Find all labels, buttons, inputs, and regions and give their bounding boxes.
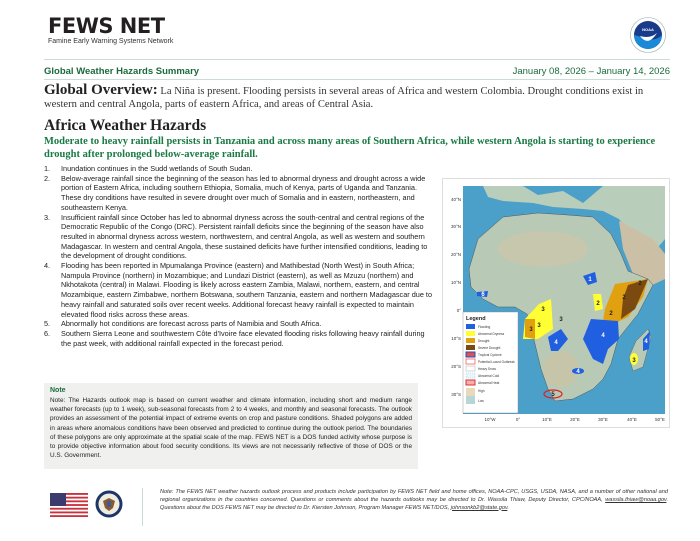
svg-text:2: 2: [596, 301, 600, 307]
logo-title: FEWS NET: [48, 14, 165, 38]
svg-text:3: 3: [537, 323, 541, 329]
note-text: Note: The Hazards outlook map is based on current weather and climate information, including short and medium range weather forecasts (up to 1 week), sub-seasonal forecasts from 2 to 4 weeks, and monthly and seasonal forecasts. The outlook provides an assessment of the potential impact of extreme events on crop and pasture conditions. Shaded polygons are added in areas where anomalous conditions have been observed and predicted to continue during the outlook period. The boundaries of these polygons are only approximate at the spatial scale of the map. FEWS NET is a DOS funded activity whose purpose is to provide objective information about food security conditions. Its views are not necessarily reflective of those of DOS or the U.S. Government.: [50, 397, 412, 460]
date-range: January 08, 2026 – January 14, 2026: [512, 66, 670, 77]
logo-subtitle: Famine Early Warning Systems Network: [48, 38, 174, 45]
hazard-item: 1. Inundation continues in the Sudd wetlands of South Sudan.: [44, 164, 253, 173]
svg-text:10°E: 10°E: [542, 417, 552, 422]
svg-text:2: 2: [638, 281, 642, 287]
africa-heading: Africa Weather Hazards: [44, 117, 207, 134]
section-title: Global Weather Hazards Summary: [44, 66, 200, 77]
svg-text:3: 3: [529, 327, 533, 333]
svg-text:6: 6: [481, 292, 485, 298]
svg-text:0°: 0°: [456, 308, 461, 313]
email-link-thiaw[interactable]: wassila.thiaw@noaa.gov: [605, 496, 667, 503]
svg-text:50°E: 50°E: [655, 417, 665, 422]
footer-note: Note: The FEWS NET weather hazards outlook process and products include participation by FEWS NET field and home offices, NOAA-CPC, USGS, USDA, NASA, and a number of other national and regional organizations in the countries concerned. Questions or comments about the hazards outlooks may be directed to Dr. Wassila Thiaw, Deputy Director, CPC/NOAA, wassila.thiaw@noaa.gov. Questions about the DOS FEWS NET may be directed to Dr. Kiersten Johnson, Program Manager FEWS NET/DOS, johnsonkb2@state.gov.: [160, 489, 668, 511]
svg-text:1: 1: [588, 277, 592, 283]
svg-text:10°W: 10°W: [484, 417, 496, 422]
svg-text:0°: 0°: [515, 417, 521, 422]
svg-text:2: 2: [609, 311, 613, 317]
svg-text:Abnormal Dryness: Abnormal Dryness: [478, 332, 505, 336]
email-link-johnson[interactable]: johnsonkb2@state.gov: [450, 504, 508, 511]
svg-text:4: 4: [576, 369, 580, 375]
map-legend: [463, 312, 518, 413]
state-department-seal-icon: [95, 490, 123, 518]
svg-text:Heavy Snow: Heavy Snow: [478, 367, 496, 371]
svg-text:40°N: 40°N: [450, 197, 461, 202]
hazard-item: 4. Flooding has been reported in Mpumalanga Province (eastern) and Mathibestad (North West) in South Africa; Nampula Province (northern) in Mozambique; and Lundazi District (eastern), as well as Mzuzu (northern) and Nkhotakota (central) in Malawi. Flooding is likely across eastern Zambia, Malawi, northern, eastern, and central Mozambique, eastern Zimbabwe, northern Botswana, southern Tanzania, eastern and northern Madagascar due to heavy rainfall and saturated soils over recent weeks. Additional forecast heavy rainfall is expected to maintain elevated flood risks across these areas.: [44, 261, 433, 319]
svg-text:Severe Drought: Severe Drought: [478, 346, 501, 350]
hazard-item: 5. Abnormally hot conditions are forecast across parts of Namibia and South Africa.: [44, 319, 322, 329]
africa-subheading: Moderate to heavy rainfall persists in Tanzania and across many areas of Southern Africa, while western Angola is starting to experience drought after prolonged below-average rainfall.: [44, 136, 656, 160]
hazard-list: [44, 164, 432, 348]
header-rule-bottom: [44, 79, 670, 80]
us-flag-icon: [50, 493, 88, 517]
fews-net-logo: [48, 15, 173, 45]
svg-text:2: 2: [622, 295, 626, 301]
svg-text:High: High: [478, 389, 485, 393]
svg-text:10°S: 10°S: [451, 336, 461, 341]
svg-text:Tropical Cyclone: Tropical Cyclone: [478, 353, 502, 357]
overview-text: La Niña is present. Flooding persists in several areas of Africa and western Colombia. Drought conditions exist in western and central Angola, parts of eastern Africa, and areas of Central Asia.: [44, 86, 644, 110]
svg-text:NOAA: NOAA: [642, 27, 654, 32]
note-box: [44, 383, 418, 469]
svg-text:20°E: 20°E: [570, 417, 580, 422]
hazard-item: 2. Below-average rainfall since the beginning of the season has led to abnormal dryness and drought across a wide portion of Eastern Africa, including southern Ethiopia, Somalia, much of Kenya, parts of Uganda and Tanzania. These dry conditions have resulted in severe drought over much of Somalia and in eastern, northeastern, and southeastern Kenya.: [44, 173, 426, 212]
svg-text:3: 3: [559, 317, 563, 323]
hazard-item: 6. Southern Sierra Leone and southwestern Côte d'Ivoire face elevated flooding risks following heavy rainfall during the past week, with additional rainfall expected in the forecast period.: [44, 328, 425, 348]
svg-text:3: 3: [632, 358, 636, 364]
header-rule-top: [44, 59, 670, 60]
svg-text:4: 4: [601, 333, 605, 339]
section-bar: [44, 66, 670, 77]
svg-text:40°E: 40°E: [627, 417, 637, 422]
svg-text:Abnormal Heat: Abnormal Heat: [478, 381, 500, 385]
svg-text:4: 4: [554, 340, 558, 346]
svg-text:30°N: 30°N: [450, 224, 461, 229]
svg-text:Potential Locust Outbreak: Potential Locust Outbreak: [478, 360, 515, 364]
svg-text:10°N: 10°N: [450, 280, 461, 285]
svg-text:Low: Low: [478, 399, 484, 403]
svg-text:5: 5: [551, 392, 555, 398]
svg-text:30°S: 30°S: [451, 392, 461, 397]
overview-label: Global Overview:: [44, 82, 158, 98]
svg-text:Legend: Legend: [466, 316, 486, 322]
footer-divider: [142, 488, 143, 526]
svg-text:20°S: 20°S: [451, 364, 461, 369]
note-title: Note: [50, 387, 66, 394]
svg-text:Drought: Drought: [478, 339, 490, 343]
noaa-logo-icon: [630, 17, 666, 53]
svg-text:30°E: 30°E: [598, 417, 608, 422]
svg-text:Abnormal Cold: Abnormal Cold: [478, 374, 500, 378]
global-overview: [44, 84, 664, 111]
africa-hazards-map: [442, 178, 670, 428]
svg-text:4: 4: [644, 339, 648, 345]
svg-text:Flooding: Flooding: [478, 325, 491, 329]
svg-text:20°N: 20°N: [450, 252, 461, 257]
hazard-item: 3. Insufficient rainfall since October has led to abnormal dryness across the south-central and central regions of the Democratic Republic of the Congo (DRC). Persistent rainfall deficits since the beginning of the season have also resulted in abnormal dryness across western, northwestern, and central Angola, as well as western and southern Madagascar. In western and central Angola, these sustained deficits have further intensified conditions, leading to the development of drought conditions.: [44, 212, 428, 261]
svg-text:3: 3: [541, 307, 545, 313]
